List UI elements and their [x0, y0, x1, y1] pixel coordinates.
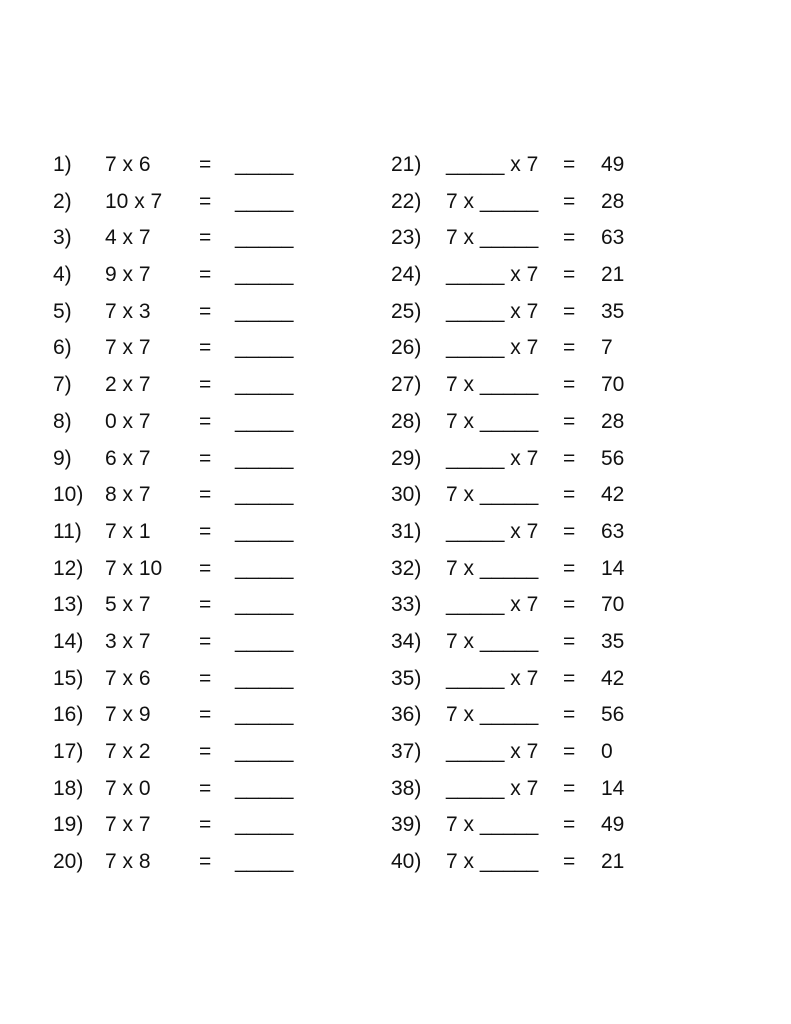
problem-expression: 7 x _____ — [446, 373, 539, 397]
problem-number: 32) — [391, 556, 422, 580]
equals-sign: = — [563, 703, 576, 727]
problem-number: 1) — [53, 153, 72, 176]
problem-row — [391, 367, 721, 404]
problem-row — [53, 257, 383, 294]
problem-row — [53, 661, 383, 698]
equals-sign: = — [199, 446, 212, 470]
problem-row — [53, 404, 383, 441]
problem-number: 18) — [53, 776, 84, 800]
problem-answer: 35 — [601, 629, 625, 653]
equals-sign: = — [199, 593, 212, 617]
equals-sign: = — [199, 740, 212, 763]
equals-sign: = — [563, 409, 576, 433]
problem-row — [53, 514, 383, 551]
problem-expression: _____ x 7 — [446, 153, 539, 176]
equals-sign: = — [563, 299, 576, 323]
problem-number: 35) — [391, 666, 422, 690]
problem-row — [391, 441, 721, 478]
problem-answer: _____ — [235, 593, 294, 617]
equals-sign: = — [199, 813, 212, 837]
problem-row — [391, 734, 721, 771]
problem-number: 23) — [391, 226, 422, 250]
problem-answer: _____ — [235, 226, 294, 250]
problem-number: 22) — [391, 189, 422, 213]
equals-sign: = — [199, 226, 212, 250]
problem-expression: 7 x _____ — [446, 483, 539, 507]
problem-row — [391, 697, 721, 734]
problem-expression: 7 x 3 — [105, 299, 151, 323]
problem-answer: _____ — [235, 740, 294, 763]
problem-expression: 7 x _____ — [446, 226, 539, 250]
problem-number: 9) — [53, 446, 72, 470]
equals-sign: = — [563, 813, 576, 837]
problem-row — [391, 587, 721, 624]
problem-number: 15) — [53, 666, 84, 690]
problem-expression: 7 x 8 — [105, 850, 151, 874]
problem-row — [391, 257, 721, 294]
equals-sign: = — [199, 519, 212, 543]
problem-number: 7) — [53, 373, 72, 397]
problem-row — [53, 294, 383, 331]
problem-number: 27) — [391, 373, 422, 397]
equals-sign: = — [563, 593, 576, 617]
problem-number: 30) — [391, 483, 422, 507]
problem-answer: _____ — [235, 299, 294, 323]
problem-row — [391, 404, 721, 441]
problem-row — [53, 367, 383, 404]
equals-sign: = — [563, 153, 576, 176]
problem-expression: 7 x _____ — [446, 629, 539, 653]
equals-sign: = — [199, 703, 212, 727]
problem-row — [53, 587, 383, 624]
problem-answer: 14 — [601, 776, 625, 800]
problem-expression: 0 x 7 — [105, 409, 151, 433]
problem-answer: 56 — [601, 446, 625, 470]
problem-number: 21) — [391, 153, 422, 176]
equals-sign: = — [563, 446, 576, 470]
problem-row — [391, 184, 721, 221]
problem-expression: 7 x 7 — [105, 336, 151, 360]
problem-row — [53, 551, 383, 588]
problem-answer: 49 — [601, 813, 625, 837]
problem-answer: _____ — [235, 703, 294, 727]
right-column — [391, 147, 721, 881]
problem-number: 24) — [391, 263, 422, 287]
left-column — [53, 147, 383, 881]
equals-sign: = — [563, 776, 576, 800]
problem-expression: 7 x 10 — [105, 556, 163, 580]
problem-number: 36) — [391, 703, 422, 727]
problem-expression: 7 x 2 — [105, 740, 151, 763]
problem-row — [53, 844, 383, 881]
problem-number: 6) — [53, 336, 72, 360]
problem-expression: 7 x _____ — [446, 556, 539, 580]
problem-answer: 21 — [601, 850, 625, 874]
problem-number: 20) — [53, 850, 84, 874]
equals-sign: = — [199, 299, 212, 323]
equals-sign: = — [199, 776, 212, 800]
equals-sign: = — [563, 373, 576, 397]
equals-sign: = — [199, 666, 212, 690]
problem-row — [391, 514, 721, 551]
problem-number: 2) — [53, 189, 72, 213]
problem-expression: 7 x _____ — [446, 850, 539, 874]
problem-answer: 21 — [601, 263, 625, 287]
problem-answer: _____ — [235, 409, 294, 433]
problem-expression: 7 x 1 — [105, 519, 151, 543]
problem-number: 33) — [391, 593, 422, 617]
problem-number: 8) — [53, 409, 72, 433]
problem-expression: 7 x _____ — [446, 813, 539, 837]
problem-row — [391, 294, 721, 331]
equals-sign: = — [563, 850, 576, 874]
problem-answer: _____ — [235, 483, 294, 507]
equals-sign: = — [563, 189, 576, 213]
problem-answer: _____ — [235, 263, 294, 287]
problem-answer: _____ — [235, 446, 294, 470]
problem-expression: 10 x 7 — [105, 189, 163, 213]
problem-answer: 42 — [601, 483, 625, 507]
problem-answer: _____ — [235, 776, 294, 800]
equals-sign: = — [199, 189, 212, 213]
problem-expression: _____ x 7 — [446, 666, 539, 690]
problem-expression: _____ x 7 — [446, 519, 539, 543]
problem-answer: _____ — [235, 666, 294, 690]
problem-answer: 63 — [601, 519, 625, 543]
equals-sign: = — [563, 556, 576, 580]
problem-row — [53, 220, 383, 257]
problem-answer: _____ — [235, 629, 294, 653]
problem-expression: _____ x 7 — [446, 776, 539, 800]
equals-sign: = — [199, 153, 212, 176]
problem-answer: _____ — [235, 519, 294, 543]
problem-expression: 5 x 7 — [105, 593, 151, 617]
equals-sign: = — [199, 850, 212, 874]
problem-answer: 56 — [601, 703, 625, 727]
problem-row — [53, 807, 383, 844]
equals-sign: = — [199, 483, 212, 507]
problem-expression: _____ x 7 — [446, 740, 539, 763]
problem-answer: _____ — [235, 556, 294, 580]
problem-number: 13) — [53, 593, 84, 617]
problem-answer: 28 — [601, 409, 625, 433]
problem-row — [53, 330, 383, 367]
problem-number: 3) — [53, 226, 72, 250]
problem-expression: _____ x 7 — [446, 263, 539, 287]
problem-expression: 7 x _____ — [446, 703, 539, 727]
equals-sign: = — [563, 263, 576, 287]
problem-row — [391, 624, 721, 661]
problem-row — [53, 477, 383, 514]
problem-answer: 7 — [601, 336, 613, 360]
equals-sign: = — [563, 666, 576, 690]
problem-number: 26) — [391, 336, 422, 360]
problem-answer: 63 — [601, 226, 625, 250]
problem-row — [391, 220, 721, 257]
problem-row — [53, 624, 383, 661]
problem-expression: 7 x 7 — [105, 813, 151, 837]
problem-number: 39) — [391, 813, 422, 837]
problem-expression: 7 x 9 — [105, 703, 151, 727]
problem-expression: _____ x 7 — [446, 299, 539, 323]
problem-number: 12) — [53, 556, 84, 580]
equals-sign: = — [199, 629, 212, 653]
equals-sign: = — [563, 519, 576, 543]
problem-expression: 9 x 7 — [105, 263, 151, 287]
problem-row — [53, 184, 383, 221]
problem-row — [53, 147, 383, 184]
problem-row — [53, 441, 383, 478]
problem-expression: _____ x 7 — [446, 593, 539, 617]
problem-answer: _____ — [235, 373, 294, 397]
problem-number: 11) — [53, 519, 82, 543]
problem-number: 4) — [53, 263, 72, 287]
problem-row — [391, 330, 721, 367]
problem-answer: 14 — [601, 556, 625, 580]
problem-number: 34) — [391, 629, 422, 653]
equals-sign: = — [563, 336, 576, 360]
problem-answer: 28 — [601, 189, 625, 213]
problem-row — [391, 807, 721, 844]
problem-row — [391, 551, 721, 588]
equals-sign: = — [199, 263, 212, 287]
problem-number: 37) — [391, 740, 422, 763]
problem-answer: _____ — [235, 153, 294, 176]
problem-answer: _____ — [235, 850, 294, 874]
problem-number: 10) — [53, 483, 84, 507]
problem-expression: 7 x 6 — [105, 153, 151, 176]
problem-expression: 7 x 0 — [105, 776, 151, 800]
equals-sign: = — [563, 226, 576, 250]
problem-row — [53, 771, 383, 808]
problem-row — [53, 697, 383, 734]
equals-sign: = — [199, 336, 212, 360]
equals-sign: = — [199, 373, 212, 397]
problem-number: 40) — [391, 850, 422, 874]
problem-expression: _____ x 7 — [446, 446, 539, 470]
problem-expression: _____ x 7 — [446, 336, 539, 360]
equals-sign: = — [563, 740, 576, 763]
problem-number: 25) — [391, 299, 422, 323]
problem-row — [391, 477, 721, 514]
problem-row — [53, 734, 383, 771]
equals-sign: = — [199, 556, 212, 580]
problem-number: 29) — [391, 446, 422, 470]
problem-expression: 4 x 7 — [105, 226, 151, 250]
problem-expression: 7 x _____ — [446, 409, 539, 433]
problem-row — [391, 771, 721, 808]
problem-answer: 0 — [601, 740, 613, 763]
problem-expression: 8 x 7 — [105, 483, 151, 507]
problem-answer: 35 — [601, 299, 625, 323]
problem-number: 38) — [391, 776, 422, 800]
equals-sign: = — [563, 629, 576, 653]
problem-expression: 2 x 7 — [105, 373, 151, 397]
problem-answer: _____ — [235, 813, 294, 837]
problem-row — [391, 147, 721, 184]
problem-answer: 42 — [601, 666, 625, 690]
problem-answer: _____ — [235, 189, 294, 213]
problem-number: 17) — [53, 740, 84, 763]
problem-row — [391, 661, 721, 698]
problem-number: 14) — [53, 629, 84, 653]
problem-number: 5) — [53, 299, 72, 323]
problem-expression: 6 x 7 — [105, 446, 151, 470]
problem-answer: 70 — [601, 593, 625, 617]
problem-expression: 3 x 7 — [105, 629, 151, 653]
equals-sign: = — [563, 483, 576, 507]
problem-expression: 7 x 6 — [105, 666, 151, 690]
problem-answer: _____ — [235, 336, 294, 360]
problem-answer: 49 — [601, 153, 625, 176]
problem-number: 19) — [53, 813, 84, 837]
problem-expression: 7 x _____ — [446, 189, 539, 213]
problem-number: 28) — [391, 409, 422, 433]
problem-row — [391, 844, 721, 881]
problem-answer: 70 — [601, 373, 625, 397]
equals-sign: = — [199, 409, 212, 433]
problem-number: 16) — [53, 703, 84, 727]
problem-number: 31) — [391, 519, 422, 543]
